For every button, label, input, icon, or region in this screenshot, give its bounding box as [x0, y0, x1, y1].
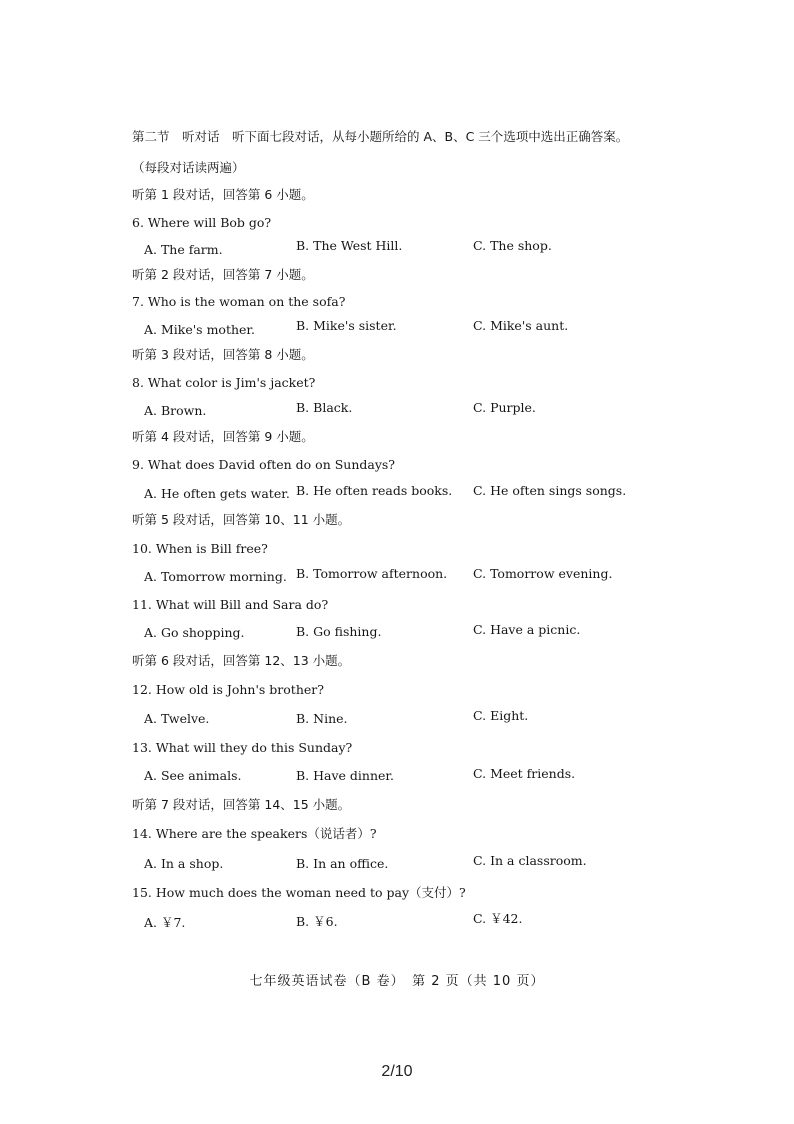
question-7-option-a: A. Mike's mother.	[144, 322, 255, 337]
section-title: 第二节 听对话 听下面七段对话，从每小题所给的 A、B、C 三个选项中选出正确答案。	[132, 129, 629, 144]
question-8-option-c: C. Purple.	[473, 400, 536, 415]
question-6-option-c: C. The shop.	[473, 238, 552, 253]
question-7-option-b: B. Mike's sister.	[296, 318, 397, 333]
question-8: 8. What color is Jim's jacket?	[132, 375, 316, 390]
question-13: 13. What will they do this Sunday?	[132, 740, 353, 755]
question-15: 15. How much does the woman need to pay（支付）?	[132, 885, 466, 900]
question-14: 14. Where are the speakers（说话者）?	[132, 826, 377, 841]
question-9-option-c: C. He often sings songs.	[473, 483, 627, 498]
question-11-option-a: A. Go shopping.	[144, 625, 245, 640]
question-6-option-b: B. The West Hill.	[296, 238, 403, 253]
dialog-intro-2: 听第 2 段对话，回答第 7 小题。	[132, 267, 314, 282]
dialog-intro-5: 听第 5 段对话，回答第 10、11 小题。	[132, 512, 351, 527]
question-13-option-b: B. Have dinner.	[296, 768, 394, 783]
question-11-option-b: B. Go fishing.	[296, 624, 382, 639]
question-10-option-b: B. Tomorrow afternoon.	[296, 566, 448, 581]
question-9: 9. What does David often do on Sundays?	[132, 457, 396, 472]
exam-footer: 七年级英语试卷（B 卷） 第 2 页（共 10 页）	[249, 974, 545, 989]
dialog-intro-3: 听第 3 段对话，回答第 8 小题。	[132, 347, 314, 362]
question-7: 7. Who is the woman on the sofa?	[132, 294, 346, 309]
question-9-option-a: A. He often gets water.	[144, 486, 290, 501]
question-9-option-b: B. He often reads books.	[296, 483, 453, 498]
question-11: 11. What will Bill and Sara do?	[132, 597, 329, 612]
question-14-option-c: C. In a classroom.	[473, 853, 587, 868]
question-12: 12. How old is John's brother?	[132, 682, 324, 697]
question-7-option-c: C. Mike's aunt.	[473, 318, 569, 333]
question-15-option-a: A. ￥7.	[144, 915, 186, 930]
section-note: （每段对话读两遍）	[132, 160, 245, 175]
question-10: 10. When is Bill free?	[132, 541, 268, 556]
dialog-intro-1: 听第 1 段对话，回答第 6 小题。	[132, 187, 314, 202]
question-14-option-a: A. In a shop.	[144, 856, 224, 871]
page-number: 2/10	[381, 1063, 413, 1080]
question-6: 6. Where will Bob go?	[132, 215, 272, 230]
question-12-option-b: B. Nine.	[296, 711, 348, 726]
question-12-option-c: C. Eight.	[473, 708, 529, 723]
dialog-intro-7: 听第 7 段对话，回答第 14、15 小题。	[132, 797, 351, 812]
question-6-option-a: A. The farm.	[144, 242, 223, 257]
question-12-option-a: A. Twelve.	[144, 711, 210, 726]
question-10-option-a: A. Tomorrow morning.	[144, 569, 287, 584]
question-11-option-c: C. Have a picnic.	[473, 622, 581, 637]
question-15-option-b: B. ￥6.	[296, 914, 338, 929]
question-8-option-a: A. Brown.	[144, 403, 207, 418]
dialog-intro-6: 听第 6 段对话，回答第 12、13 小题。	[132, 653, 351, 668]
dialog-intro-4: 听第 4 段对话，回答第 9 小题。	[132, 429, 314, 444]
question-15-option-c: C. ￥42.	[473, 911, 523, 926]
question-13-option-a: A. See animals.	[144, 768, 242, 783]
question-10-option-c: C. Tomorrow evening.	[473, 566, 613, 581]
question-8-option-b: B. Black.	[296, 400, 353, 415]
question-14-option-b: B. In an office.	[296, 856, 389, 871]
question-13-option-c: C. Meet friends.	[473, 766, 576, 781]
